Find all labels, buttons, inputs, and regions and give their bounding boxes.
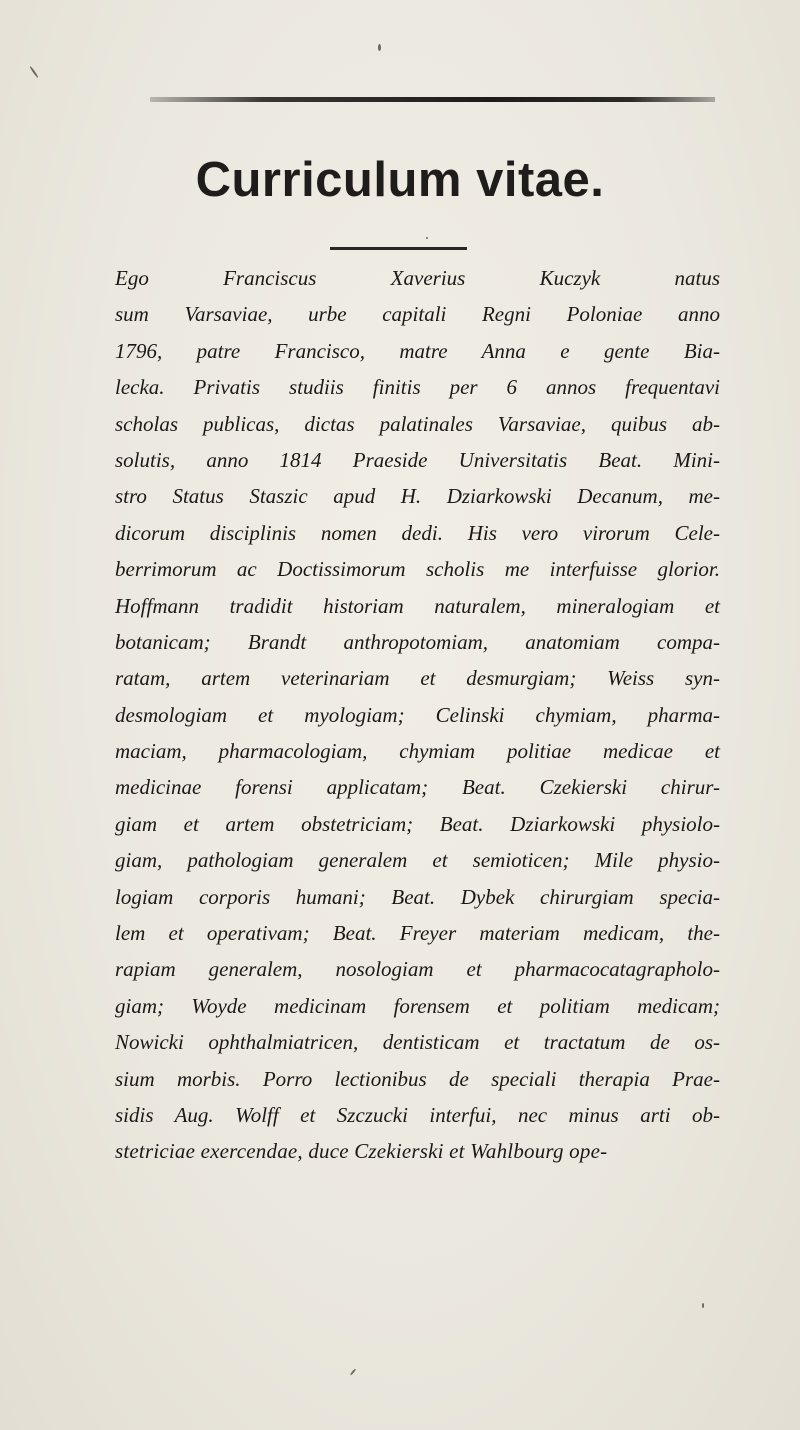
text-line: Nowicki ophthalmiatricen, dentisticam et tractatum de os- — [115, 1030, 720, 1055]
text-line: scholas publicas, dictas palatinales Varsaviae, quibus ab- — [115, 411, 720, 436]
text-line: berrimorum ac Doctissimorum scholis me interfuisse glorior. — [115, 557, 720, 582]
title-underline-rule — [330, 247, 467, 250]
text-line: giam, pathologiam generalem et semioticen; Mile physio- — [115, 848, 720, 873]
text-line: medicinae forensi applicatam; Beat. Czekierski chirur- — [115, 775, 720, 800]
text-line: sum Varsaviae, urbe capitali Regni Poloniae anno — [115, 302, 720, 327]
text-line: giam; Woyde medicinam forensem et politiam medicam; — [115, 993, 720, 1018]
paper-speck — [378, 44, 381, 51]
top-decorative-rule — [150, 97, 715, 102]
text-line: sidis Aug. Wolff et Szczucki interfui, nec minus arti ob- — [115, 1102, 720, 1127]
text-line: rapiam generalem, nosologiam et pharmacocatagrapholo- — [115, 957, 720, 982]
text-line: lem et operativam; Beat. Freyer materiam medicam, the- — [115, 921, 720, 946]
text-line: stro Status Staszic apud H. Dziarkowski Decanum, me- — [115, 484, 720, 509]
paper-speck — [426, 237, 428, 239]
text-line: Ego Franciscus Xaverius Kuczyk natus — [115, 266, 720, 290]
text-line: ratam, artem veterinariam et desmurgiam; Weiss syn- — [115, 666, 720, 691]
text-line: 1796, patre Francisco, matre Anna e gente Bia- — [115, 338, 720, 363]
paper-speck — [702, 1303, 704, 1308]
text-line: solutis, anno 1814 Praeside Universitatis Beat. Mini- — [115, 447, 720, 472]
text-line: botanicam; Brandt anthropotomiam, anatomiam compa- — [115, 629, 720, 654]
text-line: desmologiam et myologiam; Celinski chymiam, pharma- — [115, 702, 720, 727]
text-line: sium morbis. Porro lectionibus de speciali therapia Prae- — [115, 1066, 720, 1091]
text-line: maciam, pharmacologiam, chymiam politiae medicae et — [115, 739, 720, 764]
document-title: Curriculum vitae. — [195, 153, 605, 207]
text-line: stetriciae exercendae, duce Czekierski et Wahlbourg ope- — [115, 1139, 608, 1164]
text-line: dicorum disciplinis nomen dedi. His vero virorum Cele- — [115, 520, 720, 545]
text-line: giam et artem obstetriciam; Beat. Dziarkowski physiolo- — [115, 811, 720, 836]
text-line: Hoffmann tradidit historiam naturalem, mineralogiam et — [115, 593, 720, 618]
paper-speck — [29, 66, 39, 79]
text-line: lecka. Privatis studiis finitis per 6 annos frequentavi — [115, 375, 720, 400]
text-line: logiam corporis humani; Beat. Dybek chirurgiam specia- — [115, 884, 720, 909]
paper-speck — [350, 1368, 357, 1375]
body-paragraph — [115, 260, 720, 1170]
